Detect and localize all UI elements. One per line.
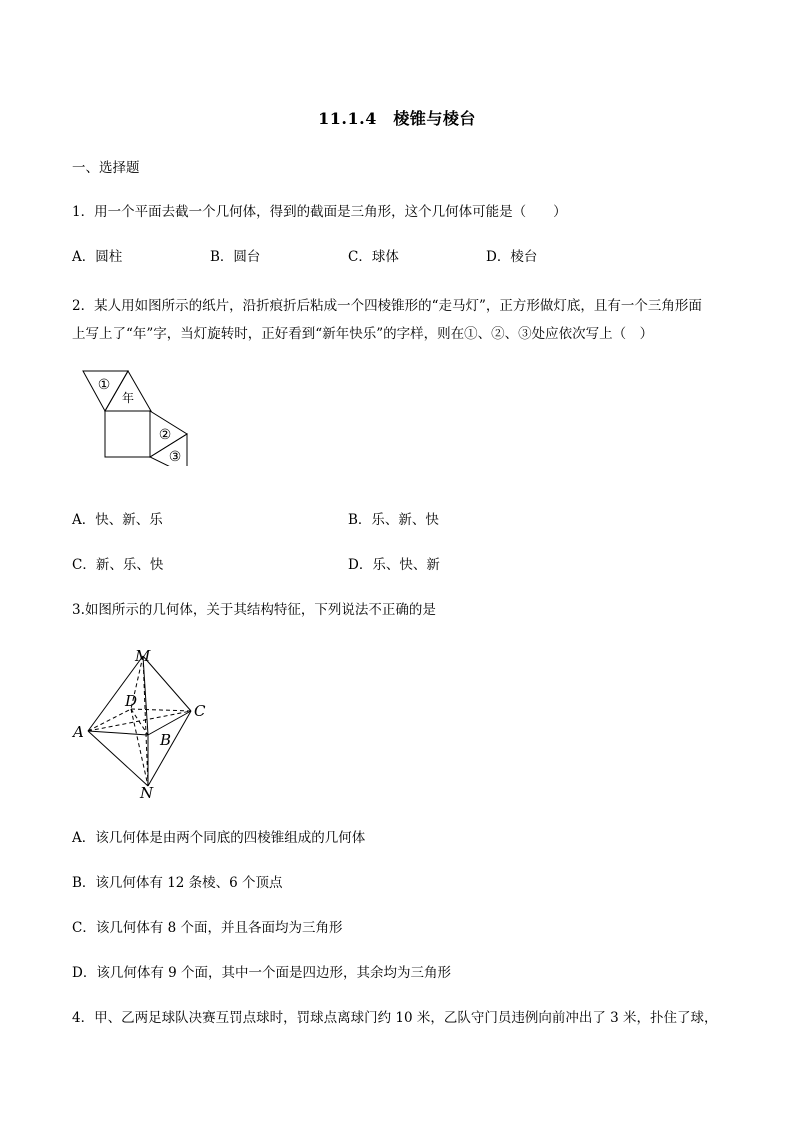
section-heading: 一、选择题 (72, 160, 140, 176)
question-4-stem: 4．甲、乙两足球队决赛互罚点球时，罚球点离球门约 10 米，乙队守门员违例向前冲出了 3 米，扑住了球， (72, 1010, 718, 1026)
question-2-option-a[interactable]: A．快、新、乐 (72, 512, 163, 528)
question-1-option-d[interactable]: D．棱台 (486, 249, 538, 265)
question-1-option-c[interactable]: C．球体 (348, 249, 399, 265)
question-3-option-d[interactable]: D．该几何体有 9 个面，其中一个面是四边形，其余均为三角形 (72, 965, 451, 981)
vertex-label-d: D (125, 692, 138, 710)
question-2-stem-line-2: 上写上了“年”字，当灯旋转时，正好看到“新年快乐”的字样，则在①、②、③处应依次写上（ ） (72, 326, 654, 342)
question-2-stem-line-1: 2．某人用如图所示的纸片，沿折痕折后粘成一个四棱锥形的“走马灯”，正方形做灯底，且有一个三角形面 (72, 298, 702, 314)
vertex-label-n: N (140, 784, 154, 800)
question-3-stem: 3.如图所示的几何体，关于其结构特征，下列说法不正确的是 (72, 602, 436, 618)
question-2-option-b[interactable]: B．乐、新、快 (348, 512, 439, 528)
question-2-net-figure (78, 366, 198, 466)
question-1-option-a[interactable]: A．圆柱 (72, 249, 123, 265)
question-1-option-b[interactable]: B．圆台 (210, 249, 261, 265)
vertex-label-a: A (73, 723, 84, 741)
question-3-option-a[interactable]: A．该几何体是由两个同底的四棱锥组成的几何体 (72, 830, 366, 846)
question-2-option-d[interactable]: D．乐、快、新 (348, 557, 440, 573)
question-2-option-c[interactable]: C．新、乐、快 (72, 557, 164, 573)
vertex-label-c: C (194, 702, 206, 720)
net-mark-3: ③ (168, 449, 182, 465)
question-3-option-c[interactable]: C．该几何体有 8 个面，并且各面均为三角形 (72, 920, 343, 936)
net-mark-1: ① (97, 377, 111, 393)
net-label-nian: 年 (121, 391, 135, 405)
page-title: 11.1.4 棱锥与棱台 (318, 109, 476, 128)
vertex-label-b: B (160, 731, 172, 749)
net-mark-2: ② (158, 427, 172, 443)
question-3-option-b[interactable]: B．该几何体有 12 条棱、6 个顶点 (72, 875, 283, 891)
question-1-stem: 1．用一个平面去截一个几何体，得到的截面是三角形，这个几何体可能是（ ） (72, 204, 567, 220)
vertex-label-m: M (135, 647, 151, 665)
net-square-base (105, 411, 150, 457)
question-3-octahedron-figure (70, 640, 220, 800)
